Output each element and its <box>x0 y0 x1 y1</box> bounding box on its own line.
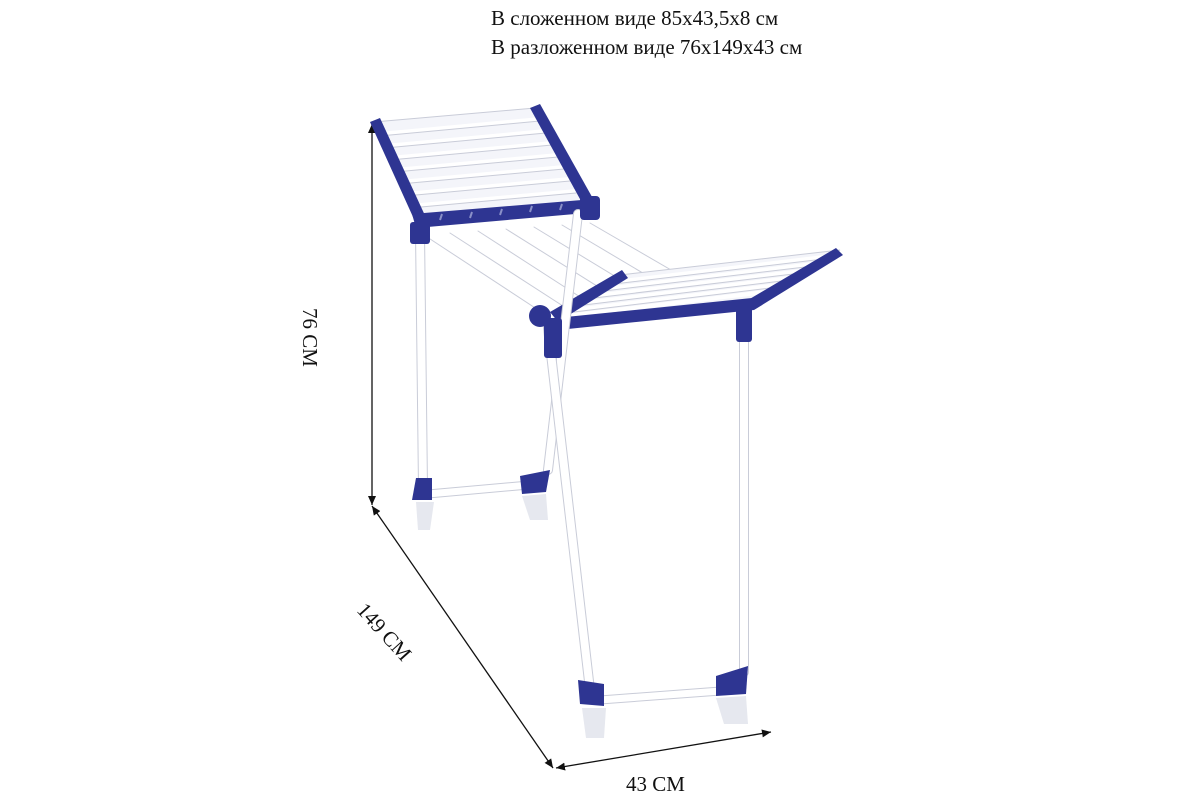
unfolded-size-caption: В разложенном виде 76х149х43 см <box>491 35 803 59</box>
height-dimension-label: 76 СМ <box>298 308 322 367</box>
length-dimension-label: 149 СМ <box>352 598 417 666</box>
folded-size-caption: В сложенном виде 85х43,5х8 см <box>491 6 779 30</box>
drying-rack-icon <box>370 104 843 738</box>
width-dimension-label: 43 СМ <box>626 772 685 796</box>
